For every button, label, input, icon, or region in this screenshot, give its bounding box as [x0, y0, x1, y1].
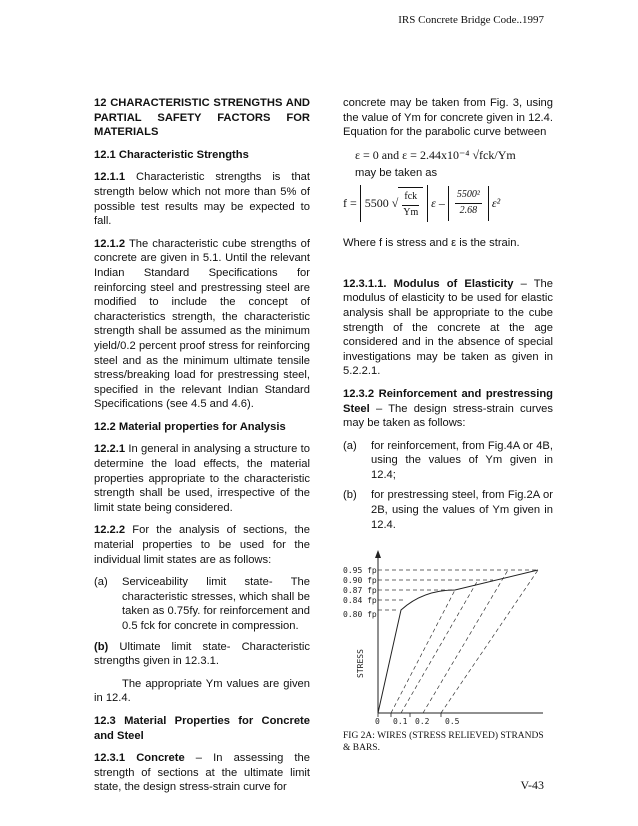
left-column [94, 96, 310, 803]
y-tick-087: 0.87 fp [343, 586, 377, 595]
y-tick-095: 0.95 fp [343, 566, 377, 575]
y-tick-labels [343, 566, 377, 619]
para-12-1-2: 12.1.2 The characteristic cube strengths of concrete are given in 5.1. Until the relevant Indian Standard Specifications for reinforcing steel and prestressing steel are modified to include the concept of characteristics strength, the characteristic strength shall be assumed as the minimum yield/0.2 percent proof stress for reinforcing steel and as the minimum ultimate tensile stress/breaking load for prestressing steel, specified in the relevant Indian Standard Specifications (see 4.5 and 4.6). [94, 237, 310, 411]
x-tick-005 [373, 727, 392, 728]
stress-strain-chart [343, 548, 553, 728]
para-12-3-2: 12.3.2 Reinforcement and prestressing Steel – The design stress-strain curves may be taken as follows: [343, 387, 553, 430]
x-tick-marks [378, 713, 441, 717]
running-header: IRS Concrete Bridge Code..1997 [398, 14, 544, 26]
dashed-line-1 [391, 590, 455, 713]
y-tick-084: 0.84 fp [343, 596, 377, 605]
dashed-line-2 [401, 580, 478, 713]
x-tick-01: 0.1 [393, 717, 408, 726]
section-12-2-title: 12.2 Material properties for Analysis [94, 420, 286, 433]
dashed-line-3 [423, 570, 508, 713]
right-list-item-b: (b) for prestressing steel, from Fig.2A or 2B, using the values of Ym given in 12.4. [343, 489, 553, 531]
y-tick-090: 0.90 fp [343, 576, 377, 585]
section-12-1-title: 12.1 Characteristic Strengths [94, 148, 249, 161]
section-12-title: 12 CHARACTERISTIC STRENGTHS AND PARTIAL SAFETY FACTORS FOR MATERIALS [94, 97, 310, 139]
x-tick-0: 0 [375, 717, 380, 726]
x-tick-02: 0.2 [415, 717, 430, 726]
section-12-3-title: 12.3 Material Properties for Concrete and Steel [94, 714, 310, 742]
may-be-taken: may be taken as [355, 167, 438, 180]
para-12-2-2: 12.2.2 For the analysis of sections, the material properties to be used for the individual limit states are as follows: [94, 524, 310, 566]
figure-caption: FIG 2A: WIRES (STRESS RELIEVED) STRANDS & BARS. [343, 731, 544, 753]
page-number: V-43 [520, 778, 544, 792]
para-12-1-1: 12.1.1 Characteristic strengths is that strength below which not more than 5% of possible test results may be expected to fall. [94, 171, 310, 228]
para-12-3-1-1: 12.3.1.1. Modulus of Elasticity – The modulus of elasticity to be used for elastic analysis shall be appropriate to the cube strength of the concrete at the age considered and in the absence of special investigations may be taken as given in 5.2.2.1. [343, 277, 554, 378]
para-12-3-1: 12.3.1 Concrete – In assessing the strength of sections at the ultimate limit state, the design stress-strain curve for [94, 752, 310, 794]
list-item-b: (b) Ultimate limit state- Characteristic strengths given in 12.3.1. [94, 640, 310, 668]
dashed-guides [378, 570, 538, 713]
right-list-item-a: (a) for reinforcement, from Fig.4A or 4B, using the values of Ym given in 12.4; [343, 439, 553, 481]
right-column [343, 96, 553, 538]
x-tick-05: 0.5 [445, 717, 460, 726]
para-12-2-1: 12.2.1 In general in analysing a structure to determine the load effects, the material properties appropriate to the characteristic strength shall be used, irrespective of the limit state being considered. [94, 443, 310, 514]
x-tick-labels [373, 717, 460, 728]
y-axis-label: STRESS [356, 649, 365, 678]
y-tick-080: 0.80 fp [343, 610, 377, 619]
where-text: Where f is stress and ε is the strain. [343, 237, 520, 250]
para-continued: concrete may be taken from Fig. 3, using the value of Ym for concrete given in 12.4. Equation for the parabolic curve between [343, 97, 553, 139]
equation-stress: f = 5500 √ $\frac{\text{fck}}{Ym}$ ε – $\frac{\text{5500²}}{2.68}$ ε² [343, 185, 553, 222]
list-item-a: (a) Serviceability limit state- The characteristic stresses, which shall be taken as 0.75fy. for reinforcement and 0.5 fck for concrete in compression. [94, 576, 310, 632]
equation-range: ε = 0 and ε = 2.44x10⁻⁴ √fck/Ym [355, 147, 516, 162]
dashed-line-4 [441, 570, 538, 713]
para-ym-values: The appropriate Ym values are given in 12.4. [94, 677, 310, 705]
y-axis-arrow [375, 550, 381, 558]
